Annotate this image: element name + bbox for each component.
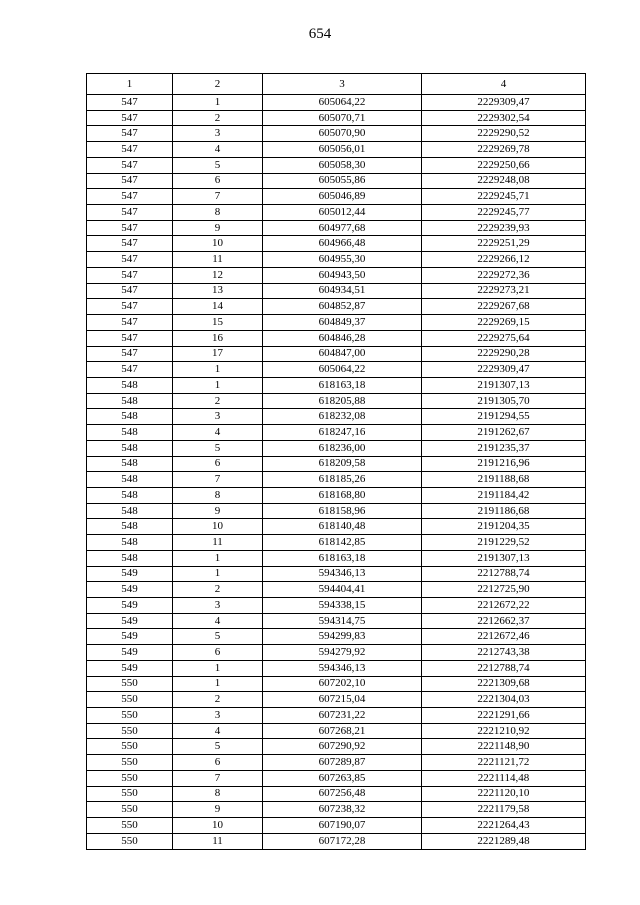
x-coordinate-cell: 618236,00 xyxy=(263,440,422,456)
table-row xyxy=(87,126,586,142)
point-number-cell: 7 xyxy=(173,770,263,786)
parcel-number-cell: 547 xyxy=(87,173,173,189)
point-number-cell: 14 xyxy=(173,299,263,315)
table-row xyxy=(87,220,586,236)
table-header xyxy=(87,74,586,95)
point-number-cell: 11 xyxy=(173,833,263,849)
table-row xyxy=(87,252,586,268)
parcel-number-cell: 547 xyxy=(87,126,173,142)
point-number-cell: 4 xyxy=(173,613,263,629)
table-row xyxy=(87,645,586,661)
x-coordinate-cell: 618205,88 xyxy=(263,393,422,409)
x-coordinate-cell: 605064,22 xyxy=(263,362,422,378)
parcel-number-cell: 548 xyxy=(87,425,173,441)
y-coordinate-cell: 2212788,74 xyxy=(422,566,586,582)
x-coordinate-cell: 604847,00 xyxy=(263,346,422,362)
header-row xyxy=(87,74,586,95)
y-coordinate-cell: 2229309,47 xyxy=(422,362,586,378)
parcel-number-cell: 547 xyxy=(87,189,173,205)
table-row xyxy=(87,676,586,692)
y-coordinate-cell: 2229272,36 xyxy=(422,267,586,283)
point-number-cell: 3 xyxy=(173,126,263,142)
parcel-number-cell: 547 xyxy=(87,362,173,378)
column-header-3: 3 xyxy=(263,74,422,95)
y-coordinate-cell: 2229245,77 xyxy=(422,205,586,221)
x-coordinate-cell: 605055,86 xyxy=(263,173,422,189)
table-row xyxy=(87,205,586,221)
column-header-2: 2 xyxy=(173,74,263,95)
point-number-cell: 5 xyxy=(173,629,263,645)
parcel-number-cell: 548 xyxy=(87,550,173,566)
x-coordinate-cell: 594346,13 xyxy=(263,566,422,582)
parcel-number-cell: 547 xyxy=(87,330,173,346)
point-number-cell: 2 xyxy=(173,393,263,409)
x-coordinate-cell: 618247,16 xyxy=(263,425,422,441)
y-coordinate-cell: 2229239,93 xyxy=(422,220,586,236)
table-row xyxy=(87,299,586,315)
y-coordinate-cell: 2221120,10 xyxy=(422,786,586,802)
x-coordinate-cell: 604943,50 xyxy=(263,267,422,283)
y-coordinate-cell: 2221304,03 xyxy=(422,692,586,708)
parcel-number-cell: 550 xyxy=(87,708,173,724)
parcel-number-cell: 550 xyxy=(87,770,173,786)
table-row xyxy=(87,519,586,535)
x-coordinate-cell: 607268,21 xyxy=(263,723,422,739)
y-coordinate-cell: 2191184,42 xyxy=(422,487,586,503)
table-row xyxy=(87,598,586,614)
x-coordinate-cell: 604934,51 xyxy=(263,283,422,299)
y-coordinate-cell: 2212743,38 xyxy=(422,645,586,661)
table-row xyxy=(87,142,586,158)
point-number-cell: 17 xyxy=(173,346,263,362)
point-number-cell: 1 xyxy=(173,362,263,378)
table-row xyxy=(87,739,586,755)
table-row xyxy=(87,267,586,283)
table-row xyxy=(87,95,586,111)
table-row xyxy=(87,330,586,346)
parcel-number-cell: 550 xyxy=(87,833,173,849)
table-row xyxy=(87,786,586,802)
y-coordinate-cell: 2229290,28 xyxy=(422,346,586,362)
table-row xyxy=(87,346,586,362)
point-number-cell: 6 xyxy=(173,645,263,661)
point-number-cell: 11 xyxy=(173,252,263,268)
x-coordinate-cell: 604966,48 xyxy=(263,236,422,252)
point-number-cell: 10 xyxy=(173,236,263,252)
y-coordinate-cell: 2229248,08 xyxy=(422,173,586,189)
y-coordinate-cell: 2229250,66 xyxy=(422,157,586,173)
x-coordinate-cell: 594299,83 xyxy=(263,629,422,645)
table-row xyxy=(87,315,586,331)
y-coordinate-cell: 2191188,68 xyxy=(422,472,586,488)
parcel-number-cell: 548 xyxy=(87,409,173,425)
parcel-number-cell: 549 xyxy=(87,598,173,614)
point-number-cell: 3 xyxy=(173,708,263,724)
point-number-cell: 7 xyxy=(173,472,263,488)
x-coordinate-cell: 594338,15 xyxy=(263,598,422,614)
point-number-cell: 16 xyxy=(173,330,263,346)
x-coordinate-cell: 605058,30 xyxy=(263,157,422,173)
parcel-number-cell: 547 xyxy=(87,346,173,362)
table-row xyxy=(87,456,586,472)
y-coordinate-cell: 2212672,22 xyxy=(422,598,586,614)
y-coordinate-cell: 2212662,37 xyxy=(422,613,586,629)
table-row xyxy=(87,503,586,519)
x-coordinate-cell: 605056,01 xyxy=(263,142,422,158)
parcel-number-cell: 548 xyxy=(87,393,173,409)
parcel-number-cell: 548 xyxy=(87,535,173,551)
point-number-cell: 8 xyxy=(173,786,263,802)
table-row xyxy=(87,833,586,849)
parcel-number-cell: 550 xyxy=(87,818,173,834)
table-row xyxy=(87,425,586,441)
x-coordinate-cell: 618163,18 xyxy=(263,550,422,566)
point-number-cell: 1 xyxy=(173,676,263,692)
parcel-number-cell: 547 xyxy=(87,315,173,331)
parcel-number-cell: 549 xyxy=(87,660,173,676)
table-row xyxy=(87,660,586,676)
table-row xyxy=(87,393,586,409)
point-number-cell: 3 xyxy=(173,409,263,425)
point-number-cell: 4 xyxy=(173,142,263,158)
y-coordinate-cell: 2212788,74 xyxy=(422,660,586,676)
y-coordinate-cell: 2221264,43 xyxy=(422,818,586,834)
parcel-number-cell: 548 xyxy=(87,456,173,472)
point-number-cell: 5 xyxy=(173,739,263,755)
point-number-cell: 7 xyxy=(173,189,263,205)
parcel-number-cell: 549 xyxy=(87,629,173,645)
point-number-cell: 1 xyxy=(173,660,263,676)
parcel-number-cell: 547 xyxy=(87,220,173,236)
x-coordinate-cell: 607289,87 xyxy=(263,755,422,771)
parcel-number-cell: 549 xyxy=(87,613,173,629)
parcel-number-cell: 550 xyxy=(87,676,173,692)
x-coordinate-cell: 618232,08 xyxy=(263,409,422,425)
parcel-number-cell: 548 xyxy=(87,487,173,503)
point-number-cell: 6 xyxy=(173,456,263,472)
point-number-cell: 9 xyxy=(173,802,263,818)
page-number: 654 xyxy=(308,26,332,42)
table-row xyxy=(87,550,586,566)
point-number-cell: 4 xyxy=(173,425,263,441)
y-coordinate-cell: 2191294,55 xyxy=(422,409,586,425)
x-coordinate-cell: 607202,10 xyxy=(263,676,422,692)
point-number-cell: 12 xyxy=(173,267,263,283)
y-coordinate-cell: 2229290,52 xyxy=(422,126,586,142)
point-number-cell: 8 xyxy=(173,487,263,503)
parcel-number-cell: 548 xyxy=(87,440,173,456)
table-row xyxy=(87,189,586,205)
y-coordinate-cell: 2191186,68 xyxy=(422,503,586,519)
x-coordinate-cell: 605070,71 xyxy=(263,110,422,126)
parcel-number-cell: 550 xyxy=(87,692,173,708)
x-coordinate-cell: 594279,92 xyxy=(263,645,422,661)
x-coordinate-cell: 618140,48 xyxy=(263,519,422,535)
x-coordinate-cell: 607215,04 xyxy=(263,692,422,708)
y-coordinate-cell: 2229245,71 xyxy=(422,189,586,205)
table-row xyxy=(87,535,586,551)
point-number-cell: 2 xyxy=(173,692,263,708)
y-coordinate-cell: 2221210,92 xyxy=(422,723,586,739)
x-coordinate-cell: 604955,30 xyxy=(263,252,422,268)
y-coordinate-cell: 2221121,72 xyxy=(422,755,586,771)
point-number-cell: 4 xyxy=(173,723,263,739)
y-coordinate-cell: 2212725,90 xyxy=(422,582,586,598)
table-row xyxy=(87,723,586,739)
parcel-number-cell: 547 xyxy=(87,157,173,173)
x-coordinate-cell: 604852,87 xyxy=(263,299,422,315)
y-coordinate-cell: 2212672,46 xyxy=(422,629,586,645)
point-number-cell: 1 xyxy=(173,550,263,566)
table-body xyxy=(87,95,586,850)
parcel-number-cell: 548 xyxy=(87,377,173,393)
x-coordinate-cell: 607263,85 xyxy=(263,770,422,786)
table-row xyxy=(87,377,586,393)
point-number-cell: 6 xyxy=(173,755,263,771)
y-coordinate-cell: 2221114,48 xyxy=(422,770,586,786)
x-coordinate-cell: 607231,22 xyxy=(263,708,422,724)
y-coordinate-cell: 2229251,29 xyxy=(422,236,586,252)
table-row xyxy=(87,157,586,173)
point-number-cell: 11 xyxy=(173,535,263,551)
x-coordinate-cell: 605070,90 xyxy=(263,126,422,142)
y-coordinate-cell: 2229309,47 xyxy=(422,95,586,111)
point-number-cell: 8 xyxy=(173,205,263,221)
point-number-cell: 1 xyxy=(173,377,263,393)
parcel-number-cell: 549 xyxy=(87,582,173,598)
x-coordinate-cell: 594314,75 xyxy=(263,613,422,629)
y-coordinate-cell: 2191235,37 xyxy=(422,440,586,456)
table-row xyxy=(87,110,586,126)
table-row xyxy=(87,440,586,456)
table-row xyxy=(87,566,586,582)
y-coordinate-cell: 2191307,13 xyxy=(422,550,586,566)
parcel-number-cell: 547 xyxy=(87,252,173,268)
x-coordinate-cell: 607290,92 xyxy=(263,739,422,755)
x-coordinate-cell: 605012,44 xyxy=(263,205,422,221)
table-row xyxy=(87,173,586,189)
y-coordinate-cell: 2229275,64 xyxy=(422,330,586,346)
y-coordinate-cell: 2191216,96 xyxy=(422,456,586,472)
y-coordinate-cell: 2221291,66 xyxy=(422,708,586,724)
x-coordinate-cell: 604849,37 xyxy=(263,315,422,331)
parcel-number-cell: 549 xyxy=(87,566,173,582)
point-number-cell: 15 xyxy=(173,315,263,331)
table-row xyxy=(87,770,586,786)
y-coordinate-cell: 2221289,48 xyxy=(422,833,586,849)
table-row xyxy=(87,692,586,708)
parcel-number-cell: 547 xyxy=(87,95,173,111)
parcel-number-cell: 549 xyxy=(87,645,173,661)
parcel-number-cell: 547 xyxy=(87,205,173,221)
point-number-cell: 3 xyxy=(173,598,263,614)
x-coordinate-cell: 618142,85 xyxy=(263,535,422,551)
point-number-cell: 10 xyxy=(173,818,263,834)
point-number-cell: 5 xyxy=(173,440,263,456)
point-number-cell: 1 xyxy=(173,95,263,111)
x-coordinate-cell: 607238,32 xyxy=(263,802,422,818)
x-coordinate-cell: 607172,28 xyxy=(263,833,422,849)
parcel-number-cell: 550 xyxy=(87,755,173,771)
parcel-number-cell: 547 xyxy=(87,283,173,299)
y-coordinate-cell: 2229267,68 xyxy=(422,299,586,315)
table-row xyxy=(87,629,586,645)
y-coordinate-cell: 2191307,13 xyxy=(422,377,586,393)
column-header-4: 4 xyxy=(422,74,586,95)
parcel-number-cell: 547 xyxy=(87,299,173,315)
x-coordinate-cell: 605046,89 xyxy=(263,189,422,205)
x-coordinate-cell: 607190,07 xyxy=(263,818,422,834)
parcel-number-cell: 547 xyxy=(87,236,173,252)
table-row xyxy=(87,236,586,252)
x-coordinate-cell: 618163,18 xyxy=(263,377,422,393)
parcel-number-cell: 550 xyxy=(87,739,173,755)
y-coordinate-cell: 2221309,68 xyxy=(422,676,586,692)
y-coordinate-cell: 2229269,15 xyxy=(422,315,586,331)
x-coordinate-cell: 618168,80 xyxy=(263,487,422,503)
point-number-cell: 2 xyxy=(173,110,263,126)
table-row xyxy=(87,362,586,378)
x-coordinate-cell: 618209,58 xyxy=(263,456,422,472)
x-coordinate-cell: 618185,26 xyxy=(263,472,422,488)
y-coordinate-cell: 2191229,52 xyxy=(422,535,586,551)
x-coordinate-cell: 594404,41 xyxy=(263,582,422,598)
point-number-cell: 2 xyxy=(173,582,263,598)
y-coordinate-cell: 2191305,70 xyxy=(422,393,586,409)
table-row xyxy=(87,487,586,503)
parcel-number-cell: 548 xyxy=(87,503,173,519)
parcel-number-cell: 548 xyxy=(87,519,173,535)
point-number-cell: 9 xyxy=(173,503,263,519)
point-number-cell: 1 xyxy=(173,566,263,582)
table-row xyxy=(87,818,586,834)
table-row xyxy=(87,708,586,724)
y-coordinate-cell: 2229266,12 xyxy=(422,252,586,268)
parcel-number-cell: 548 xyxy=(87,472,173,488)
x-coordinate-cell: 604977,68 xyxy=(263,220,422,236)
parcel-number-cell: 547 xyxy=(87,110,173,126)
point-number-cell: 9 xyxy=(173,220,263,236)
x-coordinate-cell: 605064,22 xyxy=(263,95,422,111)
point-number-cell: 10 xyxy=(173,519,263,535)
table-row xyxy=(87,283,586,299)
point-number-cell: 5 xyxy=(173,157,263,173)
table-row xyxy=(87,409,586,425)
parcel-number-cell: 550 xyxy=(87,802,173,818)
parcel-number-cell: 547 xyxy=(87,267,173,283)
parcel-number-cell: 550 xyxy=(87,723,173,739)
parcel-number-cell: 547 xyxy=(87,142,173,158)
table-row xyxy=(87,472,586,488)
y-coordinate-cell: 2221148,90 xyxy=(422,739,586,755)
y-coordinate-cell: 2229269,78 xyxy=(422,142,586,158)
y-coordinate-cell: 2191262,67 xyxy=(422,425,586,441)
y-coordinate-cell: 2229273,21 xyxy=(422,283,586,299)
y-coordinate-cell: 2191204,35 xyxy=(422,519,586,535)
table-row xyxy=(87,613,586,629)
x-coordinate-cell: 618158,96 xyxy=(263,503,422,519)
x-coordinate-cell: 607256,48 xyxy=(263,786,422,802)
y-coordinate-cell: 2221179,58 xyxy=(422,802,586,818)
parcel-number-cell: 550 xyxy=(87,786,173,802)
point-number-cell: 13 xyxy=(173,283,263,299)
y-coordinate-cell: 2229302,54 xyxy=(422,110,586,126)
table-row xyxy=(87,802,586,818)
x-coordinate-cell: 604846,28 xyxy=(263,330,422,346)
x-coordinate-cell: 594346,13 xyxy=(263,660,422,676)
coordinates-table xyxy=(86,73,586,850)
table-row xyxy=(87,755,586,771)
table-row xyxy=(87,582,586,598)
column-header-1: 1 xyxy=(87,74,173,95)
point-number-cell: 6 xyxy=(173,173,263,189)
